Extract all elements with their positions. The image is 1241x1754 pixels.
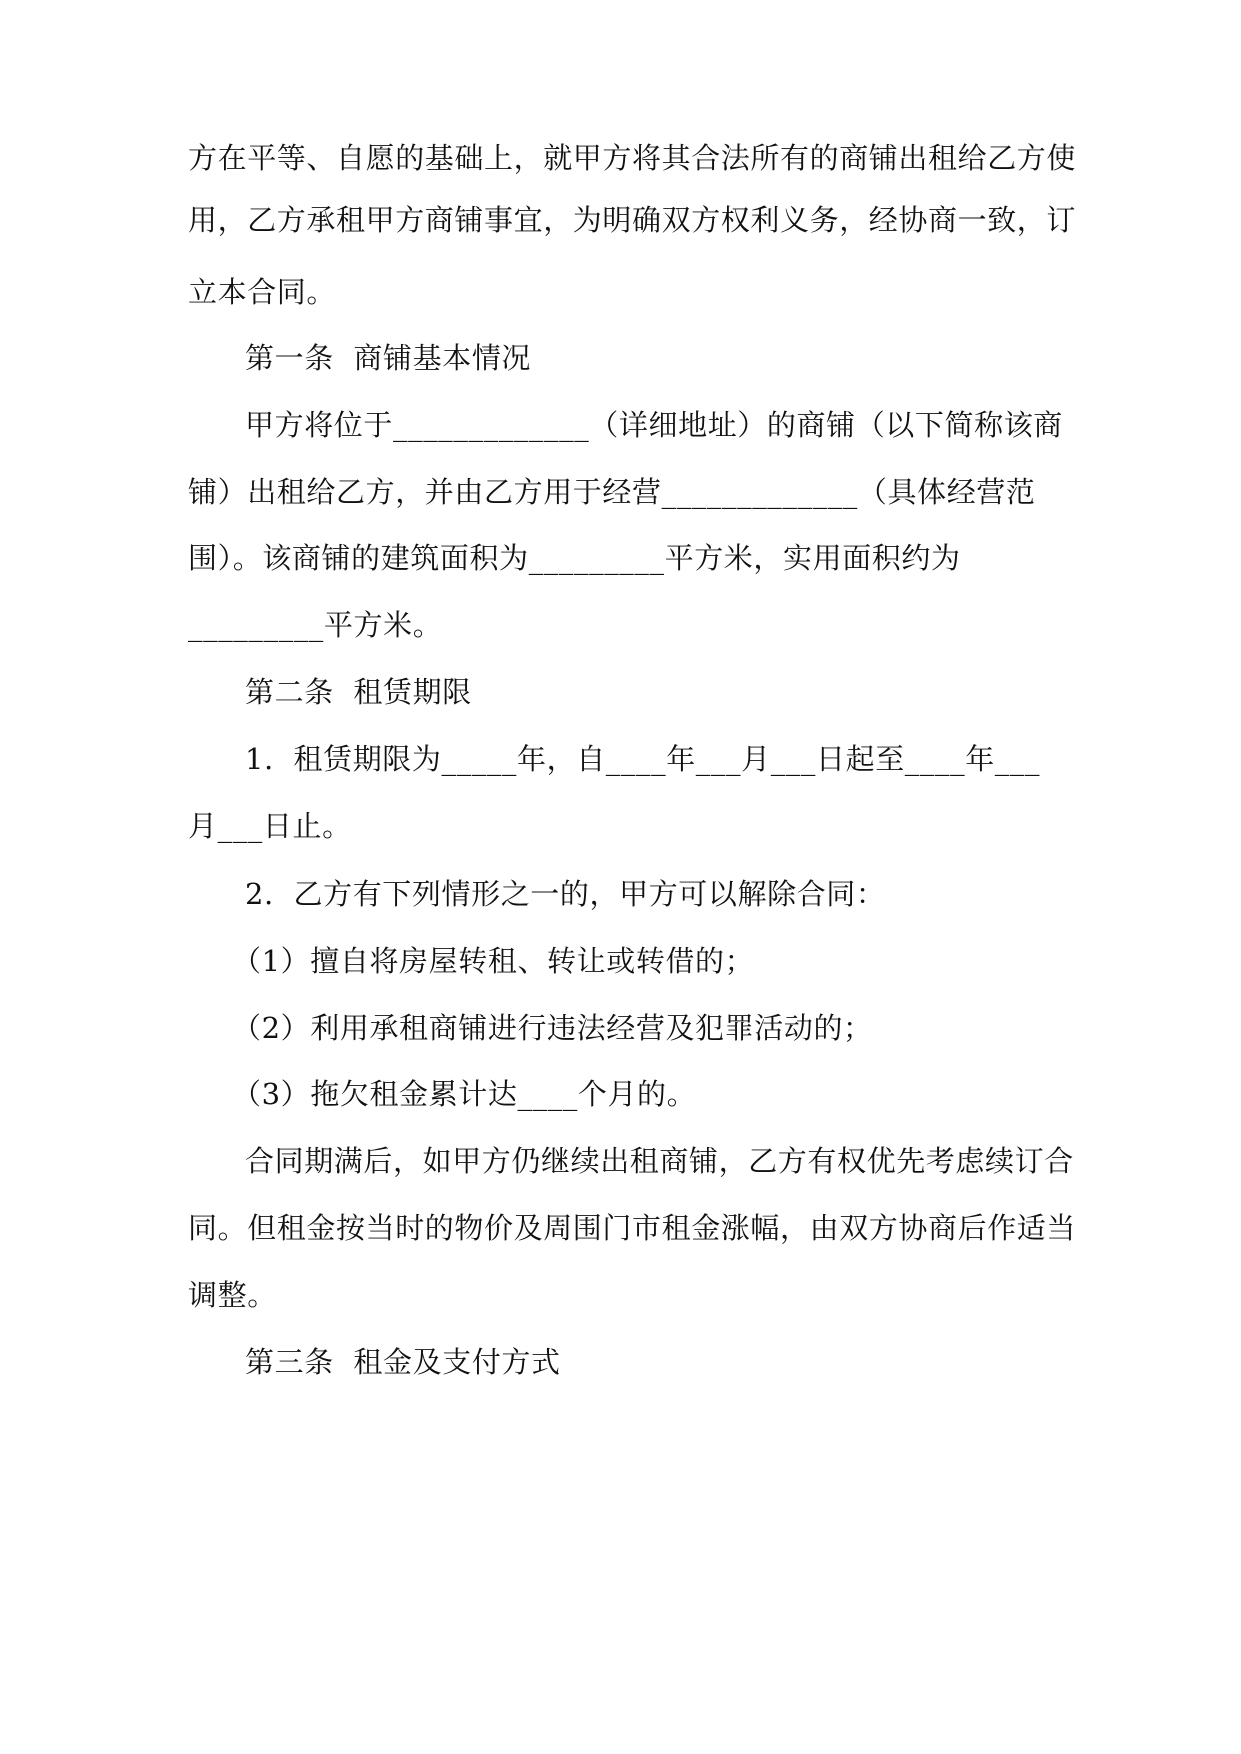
list-item: 1. 租赁期限为_____年，自____年___月___日起至____年___: [245, 742, 1041, 776]
sub-list-item: （3）拖欠租金累计达____个月的。: [232, 1077, 697, 1111]
sub-list-item: （2）利用承租商铺进行违法经营及犯罪活动的；: [232, 1011, 873, 1045]
paragraph-line: 方在平等、自愿的基础上，就甲方将其合法所有的商铺出租给乙方使: [188, 141, 1077, 175]
section-heading: 第二条 租赁期限: [245, 675, 472, 709]
paragraph-line: 立本合同。: [188, 275, 337, 309]
paragraph-line: 月___日止。: [188, 809, 352, 843]
paragraph-line: 围）。该商铺的建筑面积为_________平方米，实用面积约为: [188, 541, 961, 575]
paragraph-line: 铺）出租给乙方，并由乙方用于经营_____________（具体经营范: [188, 475, 1036, 509]
paragraph-line: 同。但租金按当时的物价及周围门市租金涨幅，由双方协商后作适当: [188, 1211, 1077, 1245]
paragraph-line: 调整。: [188, 1278, 277, 1312]
list-item: 2. 乙方有下列情形之一的，甲方可以解除合同：: [245, 877, 886, 911]
paragraph-line: 用，乙方承租甲方商铺事宜，为明确双方权利义务，经协商一致，订: [188, 203, 1077, 237]
section-heading: 第三条 租金及支付方式: [245, 1345, 561, 1379]
sub-list-item: （1）擅自将房屋转租、转让或转借的；: [232, 944, 755, 978]
paragraph-line: 合同期满后，如甲方仍继续出租商铺，乙方有权优先考虑续订合: [245, 1144, 1074, 1178]
paragraph-line: 甲方将位于_____________（详细地址）的商铺（以下简称该商: [245, 408, 1063, 442]
section-heading: 第一条 商铺基本情况: [245, 341, 532, 375]
paragraph-line: _________平方米。: [188, 608, 443, 642]
